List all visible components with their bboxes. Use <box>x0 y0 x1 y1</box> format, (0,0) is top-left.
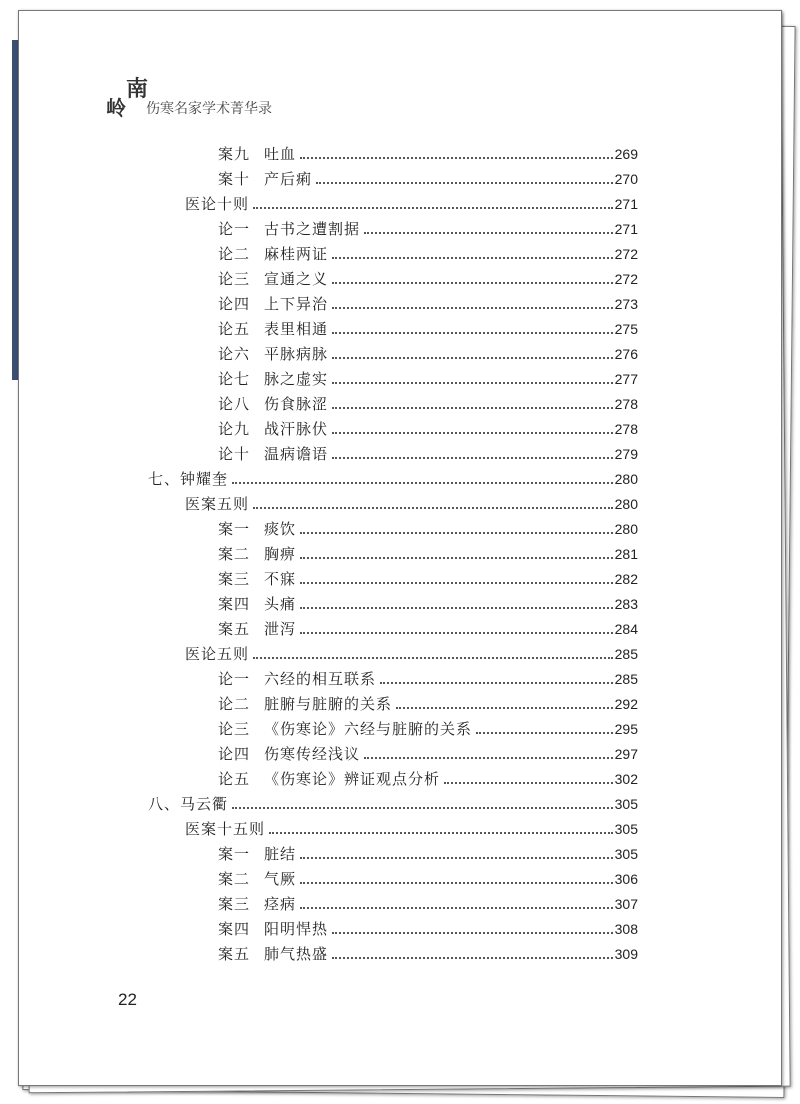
toc-entry-title <box>218 268 328 289</box>
dot-leader <box>300 881 613 884</box>
toc-entry-text: 痰饮 <box>264 520 297 538</box>
toc-entry-text: 八、马云衢 <box>148 795 229 813</box>
toc-entry-text: 医案五则 <box>185 495 250 513</box>
dot-leader <box>253 206 613 209</box>
toc-entry-prefix: 案四 <box>218 595 251 613</box>
toc-entry[interactable] <box>218 243 638 265</box>
toc-entry-prefix: 论八 <box>218 395 251 413</box>
toc-entry-prefix: 论四 <box>218 295 251 313</box>
toc-entry-page: 281 <box>614 546 638 562</box>
toc-entry-title <box>185 818 265 839</box>
toc-entry[interactable] <box>218 143 638 165</box>
toc-entry-page: 305 <box>614 796 638 812</box>
dot-leader <box>232 481 613 484</box>
toc-entry-page: 306 <box>614 871 638 887</box>
dot-leader <box>332 281 613 284</box>
dot-leader <box>232 806 613 809</box>
toc-entry-page: 283 <box>614 596 638 612</box>
toc-entry-title <box>218 443 328 464</box>
toc-entry-prefix: 案一 <box>218 520 251 538</box>
toc-entry[interactable] <box>185 193 638 215</box>
toc-entry-page: 280 <box>614 496 638 512</box>
toc-entry-title <box>185 643 249 664</box>
toc-entry-prefix: 案九 <box>218 145 251 163</box>
toc-entry-title <box>218 293 328 314</box>
toc-entry-title <box>218 743 360 764</box>
toc-entry-text: 脏腑与脏腑的关系 <box>264 695 393 713</box>
dot-leader <box>364 756 613 759</box>
toc-entry-title <box>218 668 376 689</box>
toc-entry[interactable] <box>218 868 638 890</box>
dot-leader <box>332 406 613 409</box>
toc-entry-title <box>218 918 328 939</box>
dot-leader <box>300 631 613 634</box>
dot-leader <box>332 331 613 334</box>
toc-entry-prefix: 论二 <box>218 245 251 263</box>
toc-entry[interactable] <box>218 343 638 365</box>
toc-entry-page: 292 <box>614 696 638 712</box>
dot-leader <box>476 731 613 734</box>
dot-leader <box>332 956 613 959</box>
toc-entry-page: 269 <box>614 146 638 162</box>
toc-entry-title <box>185 493 249 514</box>
toc-entry-text: 吐血 <box>264 145 297 163</box>
toc-entry[interactable] <box>218 168 638 190</box>
toc-entry[interactable] <box>218 218 638 240</box>
toc-entry-prefix: 案三 <box>218 570 251 588</box>
toc-entry-title <box>218 518 296 539</box>
toc-entry-text: 头痛 <box>264 595 297 613</box>
dot-leader <box>269 831 613 834</box>
toc-entry-page: 302 <box>614 771 638 787</box>
dot-leader <box>300 606 613 609</box>
dot-leader <box>332 306 613 309</box>
toc-entry-page: 272 <box>614 271 638 287</box>
toc-entry-page: 309 <box>614 946 638 962</box>
toc-entry[interactable] <box>218 318 638 340</box>
toc-entry-text: 伤食脉涩 <box>264 395 329 413</box>
toc-entry-text: 医案十五则 <box>185 820 266 838</box>
toc-entry-text: 医论五则 <box>185 645 250 663</box>
toc-entry-title <box>218 568 296 589</box>
toc-entry-text: 肺气热盛 <box>264 945 329 963</box>
dot-leader <box>300 156 613 159</box>
toc-entry[interactable] <box>148 793 638 815</box>
toc-entry[interactable] <box>218 593 638 615</box>
toc-entry-prefix: 论一 <box>218 670 251 688</box>
toc-entry-prefix: 论九 <box>218 420 251 438</box>
dot-leader <box>300 856 613 859</box>
dot-leader <box>300 556 613 559</box>
dot-leader <box>300 581 613 584</box>
toc-entry-page: 285 <box>614 646 638 662</box>
dot-leader <box>332 356 613 359</box>
dot-leader <box>300 906 613 909</box>
toc-entry-page: 280 <box>614 471 638 487</box>
toc-entry-page: 295 <box>614 721 638 737</box>
dot-leader <box>300 531 613 534</box>
dot-leader <box>316 181 613 184</box>
toc-entry[interactable] <box>185 493 638 515</box>
toc-entry-prefix: 论四 <box>218 745 251 763</box>
dot-leader <box>332 456 613 459</box>
toc-entry-page: 305 <box>614 846 638 862</box>
toc-entry-text: 上下异治 <box>264 295 329 313</box>
toc-entry[interactable] <box>185 643 638 665</box>
toc-entry-title <box>185 193 249 214</box>
dot-leader <box>332 381 613 384</box>
toc-entry[interactable] <box>218 943 638 965</box>
toc-entry[interactable] <box>218 693 638 715</box>
toc-entry-text: 《伤寒论》辨证观点分析 <box>264 770 441 788</box>
toc-entry[interactable] <box>218 843 638 865</box>
toc-entry[interactable] <box>218 393 638 415</box>
toc-entry-page: 275 <box>614 321 638 337</box>
toc-entry-text: 战汗脉伏 <box>264 420 329 438</box>
toc-entry[interactable] <box>218 718 638 740</box>
toc-entry[interactable] <box>148 468 638 490</box>
toc-entry-prefix: 案十 <box>218 170 251 188</box>
toc-entry-title <box>218 243 328 264</box>
toc-entry[interactable] <box>218 418 638 440</box>
toc-entry-text: 脉之虚实 <box>264 370 329 388</box>
toc-entry-page: 297 <box>614 746 638 762</box>
toc-entry-page: 279 <box>614 446 638 462</box>
toc-entry-title <box>148 468 228 489</box>
toc-entry-title <box>218 368 328 389</box>
toc-entry-text: 不寐 <box>264 570 297 588</box>
toc-entry-text: 宣通之义 <box>264 270 329 288</box>
toc-entry-text: 温病谵语 <box>264 445 329 463</box>
toc-entry-prefix: 论一 <box>218 220 251 238</box>
toc-entry-title <box>218 343 328 364</box>
toc-entry-prefix: 论六 <box>218 345 251 363</box>
toc-entry-prefix: 论三 <box>218 720 251 738</box>
toc-entry-prefix: 论五 <box>218 770 251 788</box>
toc-entry-text: 泄泻 <box>264 620 297 638</box>
toc-entry-text: 七、钟耀奎 <box>148 470 229 488</box>
toc-entry-page: 282 <box>614 571 638 587</box>
page-number: 22 <box>118 990 137 1009</box>
toc-entry[interactable] <box>218 568 638 590</box>
toc-entry-page: 276 <box>614 346 638 362</box>
toc-entry-title <box>218 843 296 864</box>
toc-entry-title <box>218 168 312 189</box>
toc-entry-title <box>218 418 328 439</box>
dot-leader <box>396 706 613 709</box>
toc-entry-text: 麻桂两证 <box>264 245 329 263</box>
toc-entry-title <box>218 543 296 564</box>
toc-entry[interactable] <box>218 668 638 690</box>
toc-entry-text: 《伤寒论》六经与脏腑的关系 <box>264 720 473 738</box>
toc-entry-page: 273 <box>614 296 638 312</box>
toc-entry[interactable] <box>218 443 638 465</box>
toc-entry-text: 胸痹 <box>264 545 297 563</box>
toc-entry-page: 272 <box>614 246 638 262</box>
dot-leader <box>332 431 613 434</box>
toc-entry-title <box>148 793 228 814</box>
toc-entry-title <box>218 943 328 964</box>
toc-entry-title <box>218 693 392 714</box>
toc-entry-page: 305 <box>614 821 638 837</box>
toc-entry-prefix: 论十 <box>218 445 251 463</box>
toc-entry-page: 307 <box>614 896 638 912</box>
dot-leader <box>332 256 613 259</box>
dot-leader <box>380 681 613 684</box>
toc-entry-page: 308 <box>614 921 638 937</box>
toc-entry-prefix: 案四 <box>218 920 251 938</box>
toc-entry[interactable] <box>218 268 638 290</box>
toc-entry-text: 产后痢 <box>264 170 313 188</box>
toc-entry-text: 痉病 <box>264 895 297 913</box>
toc-entry-title <box>218 143 296 164</box>
dot-leader <box>364 231 613 234</box>
toc-entry[interactable] <box>218 368 638 390</box>
toc-entry-prefix: 论二 <box>218 695 251 713</box>
toc-entry[interactable] <box>185 818 638 840</box>
toc-entry[interactable] <box>218 618 638 640</box>
toc-entry-title <box>218 218 360 239</box>
toc-entry-title <box>218 618 296 639</box>
toc-entry-page: 280 <box>614 521 638 537</box>
toc-entry-text: 医论十则 <box>185 195 250 213</box>
toc-entry-text: 阳明悍热 <box>264 920 329 938</box>
toc-entry-page: 285 <box>614 671 638 687</box>
toc-entry-title <box>218 893 296 914</box>
toc-entry[interactable] <box>218 293 638 315</box>
book-logo: 南 岭 <box>106 76 149 120</box>
toc-entry-title <box>218 868 296 889</box>
toc-entry-title <box>218 393 328 414</box>
toc-entry[interactable] <box>218 918 638 940</box>
toc-entry-text: 气厥 <box>264 870 297 888</box>
toc-entry-text: 脏结 <box>264 845 297 863</box>
toc-entry-text: 古书之遭割据 <box>264 220 361 238</box>
toc-entry-page: 277 <box>614 371 638 387</box>
dot-leader <box>253 506 613 509</box>
toc-entry-title <box>218 318 328 339</box>
dot-leader <box>332 931 613 934</box>
toc-entry[interactable] <box>218 518 638 540</box>
book-subtitle: 伤寒名家学术菁华录 <box>146 101 272 117</box>
toc-entry-prefix: 论五 <box>218 320 251 338</box>
toc-entry-page: 270 <box>614 171 638 187</box>
toc-entry-page: 271 <box>614 221 638 237</box>
toc-entry[interactable] <box>218 543 638 565</box>
toc-entry-text: 伤寒传经浅议 <box>264 745 361 763</box>
toc-entry-page: 278 <box>614 396 638 412</box>
toc-entry-prefix: 案五 <box>218 945 251 963</box>
toc-entry-page: 278 <box>614 421 638 437</box>
toc-entry-page: 271 <box>614 196 638 212</box>
toc-entry[interactable] <box>218 743 638 765</box>
toc-entry-prefix: 案二 <box>218 870 251 888</box>
toc-entry-prefix: 论七 <box>218 370 251 388</box>
toc-entry[interactable] <box>218 768 638 790</box>
dot-leader <box>253 656 613 659</box>
toc-entry-prefix: 论三 <box>218 270 251 288</box>
dot-leader <box>444 781 613 784</box>
toc-entry-title <box>218 593 296 614</box>
toc-entry-prefix: 案三 <box>218 895 251 913</box>
toc-entry-text: 表里相通 <box>264 320 329 338</box>
toc-entry-prefix: 案二 <box>218 545 251 563</box>
toc-entry-title <box>218 718 472 739</box>
toc-entry-text: 六经的相互联系 <box>264 670 377 688</box>
toc-entry[interactable] <box>218 893 638 915</box>
toc-entry-page: 284 <box>614 621 638 637</box>
toc-entry-prefix: 案一 <box>218 845 251 863</box>
toc-entry-prefix: 案五 <box>218 620 251 638</box>
toc-entry-text: 平脉病脉 <box>264 345 329 363</box>
toc-entry-title <box>218 768 440 789</box>
